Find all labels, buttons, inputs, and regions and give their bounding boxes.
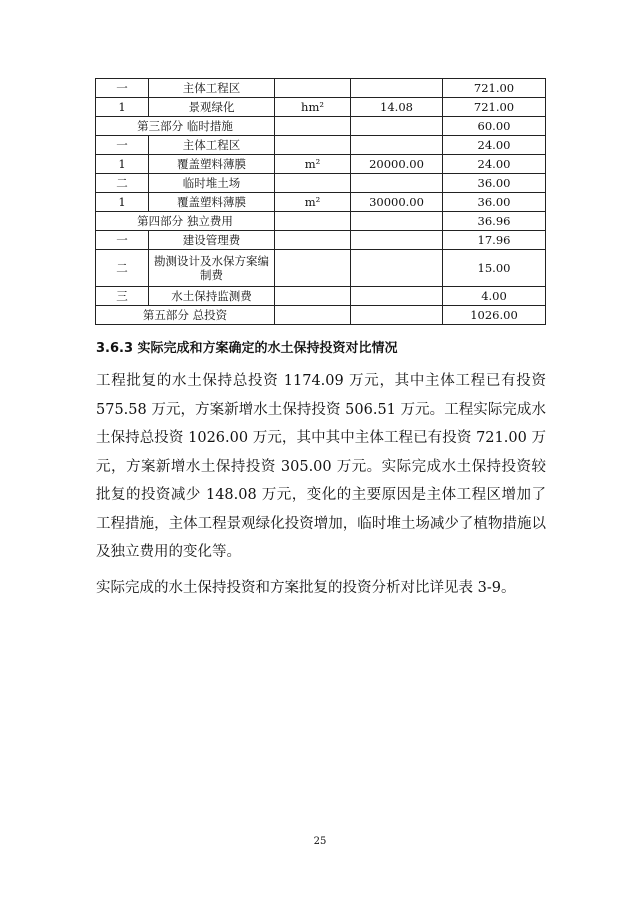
table-row — [96, 193, 546, 212]
table-cell: 14.08 — [351, 98, 443, 117]
table-cell: hm² — [275, 98, 351, 117]
table-cell: 30000.00 — [351, 193, 443, 212]
table-cell: 721.00 — [443, 98, 546, 117]
table-cell: 二 — [96, 250, 149, 287]
table-cell: 水土保持监测费 — [149, 287, 275, 306]
table-cell: 1 — [96, 98, 149, 117]
table-section-row — [96, 212, 546, 231]
table-cell — [275, 250, 351, 287]
table-cell: 24.00 — [443, 136, 546, 155]
table-cell — [275, 136, 351, 155]
table-cell: 临时堆土场 — [149, 174, 275, 193]
table-cell — [275, 117, 351, 136]
table-cell — [351, 287, 443, 306]
table-cell: 主体工程区 — [149, 136, 275, 155]
table-cell: 60.00 — [443, 117, 546, 136]
table-cell: 一 — [96, 231, 149, 250]
table-cell: 36.96 — [443, 212, 546, 231]
page-number: 25 — [313, 836, 327, 847]
table-cell: 一 — [96, 79, 149, 98]
table-cell — [351, 250, 443, 287]
table-cell: 覆盖塑料薄膜 — [149, 155, 275, 174]
table-row — [96, 155, 546, 174]
table-cell — [351, 117, 443, 136]
table-cell: 景观绿化 — [149, 98, 275, 117]
table-cell: 第三部分 临时措施 — [96, 117, 275, 136]
table-section-row — [96, 117, 546, 136]
table-row — [96, 98, 546, 117]
paragraph-investment-summary: 工程批复的水土保持总投资 1174.09 万元，其中主体工程已有投资 575.58 万元，方案新增水土保持投资 506.51 万元。工程实际完成水土保持总投资 1026.00 万元，其中其中主体工程已有投资 721.00 万元，方案新增水土保持投资 305.00 万元。实际完成水土保持投资较批复的投资减少 148.08 万元，变化的主要原因是主体工程区增加了工程措施，主体工程景观绿化投资增加，临时堆土场减少了植物措施以及独立费用的变化等。 — [96, 373, 546, 560]
table-cell — [351, 79, 443, 98]
table-cell: 17.96 — [443, 231, 546, 250]
table-cell: 1 — [96, 155, 149, 174]
table-cell: 一 — [96, 136, 149, 155]
table-cell — [275, 79, 351, 98]
table-cell: 建设管理费 — [149, 231, 275, 250]
table-cell — [351, 231, 443, 250]
table-cell — [275, 174, 351, 193]
table-cell — [275, 287, 351, 306]
table-cell: 36.00 — [443, 193, 546, 212]
table-cell: 三 — [96, 287, 149, 306]
table-cell — [351, 212, 443, 231]
table-cell: 第四部分 独立费用 — [96, 212, 275, 231]
paragraph-table-reference: 实际完成的水土保持投资和方案批复的投资分析对比详见表 3-9。 — [96, 580, 516, 596]
table-cell — [275, 306, 351, 325]
table-cell — [351, 306, 443, 325]
table-cell: 20000.00 — [351, 155, 443, 174]
investment-table — [95, 78, 546, 325]
table-cell — [351, 136, 443, 155]
table-cell: 1 — [96, 193, 149, 212]
table-cell: m² — [275, 155, 351, 174]
table-cell — [275, 231, 351, 250]
table-cell: 勘测设计及水保方案编制费 — [149, 250, 275, 287]
table-cell: 721.00 — [443, 79, 546, 98]
table-cell: m² — [275, 193, 351, 212]
investment-table-body — [96, 79, 546, 325]
table-cell — [351, 174, 443, 193]
table-row — [96, 174, 546, 193]
table-cell: 15.00 — [443, 250, 546, 287]
table-cell — [275, 212, 351, 231]
table-cell: 二 — [96, 174, 149, 193]
section-heading: 3.6.3 实际完成和方案确定的水土保持投资对比情况 — [96, 341, 398, 356]
table-section-row — [96, 306, 546, 325]
table-cell: 24.00 — [443, 155, 546, 174]
table-row — [96, 231, 546, 250]
table-row — [96, 250, 546, 287]
table-cell: 第五部分 总投资 — [96, 306, 275, 325]
table-row — [96, 79, 546, 98]
table-cell: 1026.00 — [443, 306, 546, 325]
table-cell: 主体工程区 — [149, 79, 275, 98]
table-cell: 覆盖塑料薄膜 — [149, 193, 275, 212]
table-row — [96, 136, 546, 155]
table-row — [96, 287, 546, 306]
table-cell: 4.00 — [443, 287, 546, 306]
table-cell: 36.00 — [443, 174, 546, 193]
